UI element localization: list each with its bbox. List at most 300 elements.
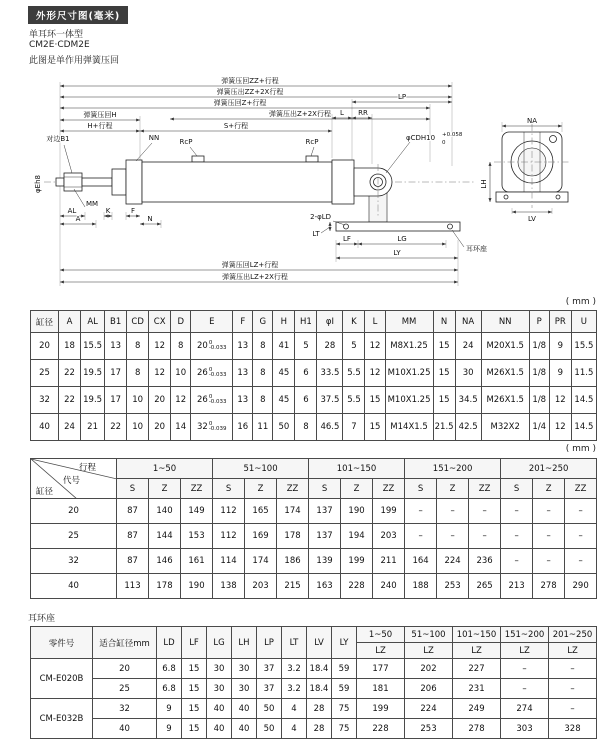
stroke-bore-cell: 20 xyxy=(31,499,117,524)
stroke-bore-cell: 25 xyxy=(31,524,117,549)
dim-cell: 12 xyxy=(365,333,385,360)
dim-cell: 8 xyxy=(253,387,273,414)
stroke-value-cell: 224 xyxy=(437,549,469,574)
stroke-sub-header: S xyxy=(501,479,533,499)
stroke-value-cell: 203 xyxy=(373,524,405,549)
dim-col-header: CX xyxy=(149,311,171,333)
subtitle-type: 单耳环一体型 xyxy=(29,30,84,40)
stroke-group-header: 151~200 xyxy=(405,459,501,479)
bracket-dim-cell: 30 xyxy=(232,659,257,679)
tolerance-upper: 0 xyxy=(208,421,213,427)
dim-label-al: AL xyxy=(67,207,77,215)
bracket-dim-cell: 75 xyxy=(332,699,357,719)
tolerance-stack xyxy=(209,422,227,432)
bracket-part-cell: CM-E032B xyxy=(31,699,93,739)
dim-cell: 6 xyxy=(295,387,317,414)
stroke-value-cell: – xyxy=(533,549,565,574)
bracket-lz-cell: 202 xyxy=(405,659,453,679)
bracket-lz-cell: 278 xyxy=(453,719,501,739)
bracket-dim-cell: 75 xyxy=(332,719,357,739)
dim-cell: 8 xyxy=(253,333,273,360)
dim-cell: M8X1.25 xyxy=(385,333,433,360)
stroke-sub-header: ZZ xyxy=(565,479,597,499)
cd-tolerance-lower: 0 xyxy=(442,140,446,146)
bracket-dim-header: LF xyxy=(182,627,207,659)
bracket-dim-cell: 9 xyxy=(157,719,182,739)
tolerance-value xyxy=(197,395,227,405)
dim-cell: 20 xyxy=(31,333,59,360)
stroke-bore-cell: 32 xyxy=(31,549,117,574)
bracket-dim-cell: 18.4 xyxy=(307,659,332,679)
stroke-value-cell: – xyxy=(501,499,533,524)
dim-cell: 50 xyxy=(273,414,295,441)
tolerance-stack xyxy=(209,395,227,405)
stroke-sub-header: Z xyxy=(533,479,565,499)
dim-cell: 9 xyxy=(549,333,571,360)
stroke-value-cell: 194 xyxy=(341,524,373,549)
bracket-dim-cell: 37 xyxy=(257,659,282,679)
dim-cell: 12 xyxy=(171,387,191,414)
stroke-value-cell: 165 xyxy=(245,499,277,524)
stroke-value-cell: 87 xyxy=(117,499,149,524)
stroke-value-cell: 199 xyxy=(373,499,405,524)
stroke-value-cell: 113 xyxy=(117,574,149,599)
bracket-dim-cell: 50 xyxy=(257,719,282,739)
dim-cell: 17 xyxy=(105,360,127,387)
dim-cell: 16 xyxy=(233,414,253,441)
stroke-value-cell: 137 xyxy=(309,499,341,524)
stroke-value-cell: – xyxy=(565,499,597,524)
bracket-lz-header: LZ xyxy=(549,643,597,659)
bracket-lz-header: LZ xyxy=(453,643,501,659)
dim-cell: 14.5 xyxy=(571,387,596,414)
unit-note-1: ( mm ) xyxy=(565,297,596,307)
bracket-lz-cell: 249 xyxy=(453,699,501,719)
dim-cell: 45 xyxy=(273,387,295,414)
dim-col-header: G xyxy=(253,311,273,333)
bracket-dim-cell: 3.2 xyxy=(282,679,307,699)
dim-table-row xyxy=(31,414,597,441)
dim-col-header: AL xyxy=(81,311,105,333)
bracket-table-row xyxy=(31,719,597,739)
dim-cell: 20 xyxy=(149,387,171,414)
bracket-dim-cell: 15 xyxy=(182,679,207,699)
dim-cell: 13 xyxy=(105,333,127,360)
dim-cell: 1/8 xyxy=(529,333,549,360)
dim-cell: 30 xyxy=(455,360,481,387)
dim-cell xyxy=(191,387,233,414)
stroke-value-cell: 174 xyxy=(245,549,277,574)
bracket-lz-cell: 199 xyxy=(357,699,405,719)
bracket-dim-header: LV xyxy=(307,627,332,659)
tolerance-lower: -0.039 xyxy=(208,426,227,432)
stroke-value-cell: 139 xyxy=(309,549,341,574)
dim-cell: M20X1.5 xyxy=(481,333,529,360)
bracket-dim-cell: 40 xyxy=(207,719,232,739)
stroke-value-cell: 87 xyxy=(117,549,149,574)
tolerance-upper: 0 xyxy=(208,367,213,373)
dim-cell: 8 xyxy=(127,360,149,387)
tolerance-lower: -0.033 xyxy=(208,399,227,405)
stroke-value-cell: 137 xyxy=(309,524,341,549)
bracket-dim-cell: 59 xyxy=(332,659,357,679)
subtitle-note: 此图是单作用弹簧压回 xyxy=(29,56,120,66)
dim-label-z-extend: 弹簧压出Z+2X行程 xyxy=(269,110,331,118)
stroke-value-cell: 114 xyxy=(213,549,245,574)
tolerance-main: 32 xyxy=(196,422,208,432)
bracket-group-header: 101~150 xyxy=(453,627,501,643)
dim-col-header: K xyxy=(343,311,365,333)
dim-label-e-diameter: φEh8 xyxy=(34,175,42,193)
bracket-section-label: 耳环座 xyxy=(28,614,56,624)
dim-cell: 15 xyxy=(365,414,385,441)
bracket-bore-cell: 32 xyxy=(93,699,157,719)
bracket-dim-cell: 9 xyxy=(157,699,182,719)
dim-cell: 19.5 xyxy=(81,360,105,387)
bracket-lz-cell: – xyxy=(501,679,549,699)
stroke-value-cell: 278 xyxy=(533,574,565,599)
dim-table-row xyxy=(31,387,597,414)
dim-cell: 14.5 xyxy=(571,414,596,441)
dim-cell: 37.5 xyxy=(317,387,343,414)
dim-cell xyxy=(191,333,233,360)
dim-col-header: A xyxy=(59,311,81,333)
dim-col-header: φI xyxy=(317,311,343,333)
dim-cell: 15.5 xyxy=(81,333,105,360)
stroke-value-cell: 203 xyxy=(245,574,277,599)
dim-table-row xyxy=(31,333,597,360)
stroke-sub-header: Z xyxy=(245,479,277,499)
stroke-table-row xyxy=(31,499,597,524)
dim-cell: 22 xyxy=(105,414,127,441)
bracket-lz-cell: 328 xyxy=(549,719,597,739)
bracket-dim-header: LP xyxy=(257,627,282,659)
dim-label-rr: RR xyxy=(358,109,368,117)
stroke-value-cell: 144 xyxy=(149,524,181,549)
dim-cell: M32X2 xyxy=(481,414,529,441)
dim-cell: 18 xyxy=(59,333,81,360)
dim-cell: 28 xyxy=(317,333,343,360)
dim-cell: 15 xyxy=(365,387,385,414)
dim-cell: 21 xyxy=(81,414,105,441)
dim-label-f: F xyxy=(130,207,136,215)
dim-cell: 22 xyxy=(59,387,81,414)
dim-cell: 5 xyxy=(295,333,317,360)
dim-cell: 12 xyxy=(149,360,171,387)
dim-label-lp: LP xyxy=(397,93,407,101)
dim-cell: 15.5 xyxy=(571,333,596,360)
dim-cell: 10 xyxy=(127,387,149,414)
dim-cell: 33.5 xyxy=(317,360,343,387)
dim-label-lz-return: 弹簧压回LZ+行程 xyxy=(221,261,279,269)
bracket-bore-cell: 40 xyxy=(93,719,157,739)
stroke-value-cell: – xyxy=(533,499,565,524)
stroke-value-cell: 211 xyxy=(373,549,405,574)
bracket-dim-cell: 59 xyxy=(332,679,357,699)
dim-cell: 46.5 xyxy=(317,414,343,441)
bracket-dim-cell: 4 xyxy=(282,719,307,739)
dim-cell: 5 xyxy=(343,333,365,360)
cylinder-side-view xyxy=(44,156,474,204)
dim-col-header: N xyxy=(433,311,455,333)
dim-cell: 45 xyxy=(273,360,295,387)
dim-cell: 32 xyxy=(31,387,59,414)
stroke-value-cell: – xyxy=(405,524,437,549)
dim-label-lh: LH xyxy=(480,179,488,189)
stroke-group-header: 201~250 xyxy=(501,459,597,479)
stroke-value-cell: – xyxy=(565,524,597,549)
bracket-dim-cell: 28 xyxy=(307,699,332,719)
dim-header-row xyxy=(31,311,597,333)
bracket-lz-header: LZ xyxy=(405,643,453,659)
cd-tolerance-upper: +0.058 xyxy=(442,132,463,138)
bracket-dim-cell: 37 xyxy=(257,679,282,699)
bracket-lz-header: LZ xyxy=(501,643,549,659)
dim-cell: 13 xyxy=(233,333,253,360)
dim-label-h-stroke: H+行程 xyxy=(87,122,113,130)
dim-label-l: L xyxy=(340,109,344,117)
bracket-bore-header: 适合缸径mm xyxy=(93,627,157,659)
bracket-dim-cell: 30 xyxy=(207,679,232,699)
cylinder-end-view xyxy=(494,124,570,208)
stroke-value-cell: 228 xyxy=(341,574,373,599)
bracket-dim-header: LD xyxy=(157,627,182,659)
dim-cell: 41 xyxy=(273,333,295,360)
dim-cell: M26X1.5 xyxy=(481,360,529,387)
dim-cell: 22 xyxy=(59,360,81,387)
dim-col-header: CD xyxy=(127,311,149,333)
bracket-bore-cell: 20 xyxy=(93,659,157,679)
tolerance-lower: -0.033 xyxy=(208,372,227,378)
stroke-value-cell: – xyxy=(437,524,469,549)
bracket-header-row-1 xyxy=(31,627,597,643)
bracket-dim-cell: 40 xyxy=(232,719,257,739)
bracket-part-cell: CM-E020B xyxy=(31,659,93,699)
dim-cell xyxy=(191,414,233,441)
bracket-lz-cell: – xyxy=(549,679,597,699)
tolerance-stack xyxy=(209,368,227,378)
dim-cell: 1/8 xyxy=(529,387,549,414)
clevis-and-bracket xyxy=(336,164,460,231)
dim-label-lg: LG xyxy=(397,235,407,243)
unit-note-2: ( mm ) xyxy=(565,444,596,454)
dim-col-header: L xyxy=(365,311,385,333)
stroke-value-cell: 215 xyxy=(277,574,309,599)
dim-label-zz-extend: 弹簧压出ZZ+2X行程 xyxy=(216,88,284,96)
stroke-table xyxy=(30,458,597,599)
stroke-value-cell: 112 xyxy=(213,499,245,524)
bracket-lz-cell: 206 xyxy=(405,679,453,699)
stroke-value-cell: 149 xyxy=(181,499,213,524)
stroke-value-cell: 253 xyxy=(437,574,469,599)
dim-label-k: K xyxy=(105,207,111,215)
dim-col-header: PR xyxy=(549,311,571,333)
stroke-value-cell: – xyxy=(501,524,533,549)
dim-col-header: P xyxy=(529,311,549,333)
dim-col-header: H xyxy=(273,311,295,333)
stroke-sub-header: S xyxy=(213,479,245,499)
bracket-dim-header: LY xyxy=(332,627,357,659)
dim-label-n: N xyxy=(147,215,153,223)
dim-label-b1-flats: 对边B1 xyxy=(46,135,70,143)
stroke-value-cell: 265 xyxy=(469,574,501,599)
stroke-group-header: 1~50 xyxy=(117,459,213,479)
bracket-dim-cell: 30 xyxy=(207,659,232,679)
dim-cell: 12 xyxy=(549,414,571,441)
dim-cell: 12 xyxy=(365,360,385,387)
bracket-dim-cell: 15 xyxy=(182,659,207,679)
stroke-value-cell: – xyxy=(565,549,597,574)
bracket-group-header: 201~250 xyxy=(549,627,597,643)
stroke-value-cell: 199 xyxy=(341,549,373,574)
tolerance-stack xyxy=(209,341,227,351)
bracket-dim-cell: 6.8 xyxy=(157,679,182,699)
stroke-value-cell: 240 xyxy=(373,574,405,599)
stroke-value-cell: 178 xyxy=(149,574,181,599)
dim-col-header: D xyxy=(171,311,191,333)
dim-label-ly: LY xyxy=(393,249,401,257)
stroke-value-cell: 153 xyxy=(181,524,213,549)
tolerance-value xyxy=(197,422,227,432)
tolerance-lower: -0.033 xyxy=(208,345,227,351)
dim-col-header: 缸径 xyxy=(31,311,59,333)
stroke-value-cell: – xyxy=(469,524,501,549)
bracket-dim-header: LH xyxy=(232,627,257,659)
stroke-bore-cell: 40 xyxy=(31,574,117,599)
dim-cell: 5.5 xyxy=(343,360,365,387)
stroke-value-cell: – xyxy=(405,499,437,524)
bracket-group-header: 1~50 xyxy=(357,627,405,643)
dim-cell xyxy=(191,360,233,387)
stroke-value-cell: 138 xyxy=(213,574,245,599)
stroke-group-header: 51~100 xyxy=(213,459,309,479)
dim-label-a: A xyxy=(75,215,81,223)
stroke-value-cell: 140 xyxy=(149,499,181,524)
dim-col-header: E xyxy=(191,311,233,333)
stroke-group-header: 101~150 xyxy=(309,459,405,479)
bracket-dim-cell: 15 xyxy=(182,699,207,719)
dim-label-ld-holes: 2-φLD xyxy=(310,213,331,221)
dim-label-cd-hole: φCDH10 xyxy=(406,134,436,142)
bracket-lz-cell: 224 xyxy=(405,699,453,719)
bracket-group-header: 151~200 xyxy=(501,627,549,643)
dim-col-header: F xyxy=(233,311,253,333)
bracket-group-header: 51~100 xyxy=(405,627,453,643)
tolerance-main: 26 xyxy=(196,395,208,405)
dim-cell: 6 xyxy=(295,360,317,387)
dim-cell: 13 xyxy=(233,387,253,414)
stroke-sub-header: S xyxy=(117,479,149,499)
bracket-lz-cell: 177 xyxy=(357,659,405,679)
bracket-dim-cell: 28 xyxy=(307,719,332,739)
dim-cell: 8 xyxy=(253,360,273,387)
stroke-sub-header: Z xyxy=(341,479,373,499)
stroke-sub-header: ZZ xyxy=(373,479,405,499)
dim-cell: 19.5 xyxy=(81,387,105,414)
stroke-value-cell: – xyxy=(533,524,565,549)
dim-cell: 13 xyxy=(233,360,253,387)
stroke-value-cell: 87 xyxy=(117,524,149,549)
port-label-rcp-rod: RcP xyxy=(179,138,193,146)
bracket-bore-cell: 25 xyxy=(93,679,157,699)
stroke-sub-header: S xyxy=(405,479,437,499)
bracket-lz-cell: – xyxy=(549,699,597,719)
dim-cell: 10 xyxy=(171,360,191,387)
dim-cell: 20 xyxy=(149,414,171,441)
stroke-sub-header: ZZ xyxy=(277,479,309,499)
dim-table-row xyxy=(31,360,597,387)
bracket-lz-cell: 227 xyxy=(453,659,501,679)
tolerance-upper: 0 xyxy=(208,394,213,400)
tolerance-main: 20 xyxy=(196,341,208,351)
dim-cell: M14X1.5 xyxy=(385,414,433,441)
dim-cell: 25 xyxy=(31,360,59,387)
bracket-dim-cell: 50 xyxy=(257,699,282,719)
bracket-table-row xyxy=(31,679,597,699)
dim-cell: 40 xyxy=(31,414,59,441)
dim-cell: 12 xyxy=(549,387,571,414)
dim-cell: M26X1.5 xyxy=(481,387,529,414)
dim-label-lz-extend: 弹簧压出LZ+2X行程 xyxy=(222,273,288,281)
bracket-table-row xyxy=(31,699,597,719)
dim-label-zz-return: 弹簧压回ZZ+行程 xyxy=(221,77,279,85)
dim-cell: 24 xyxy=(59,414,81,441)
dim-label-lf: LF xyxy=(343,235,351,243)
stroke-value-cell: 112 xyxy=(213,524,245,549)
stroke-value-cell: 174 xyxy=(277,499,309,524)
tolerance-value xyxy=(197,341,227,351)
stroke-value-cell: – xyxy=(501,549,533,574)
bracket-dim-cell: 18.4 xyxy=(307,679,332,699)
stroke-value-cell: 146 xyxy=(149,549,181,574)
dim-cell: 14 xyxy=(171,414,191,441)
bracket-dim-header: LG xyxy=(207,627,232,659)
dim-cell: 21.5 xyxy=(433,414,455,441)
bracket-lz-cell: 231 xyxy=(453,679,501,699)
dim-label-nn: NN xyxy=(148,134,160,142)
dim-cell: 12 xyxy=(149,333,171,360)
stroke-sub-header: ZZ xyxy=(469,479,501,499)
dim-col-header: U xyxy=(571,311,596,333)
bracket-dim-cell: 30 xyxy=(232,679,257,699)
stroke-value-cell: 188 xyxy=(405,574,437,599)
dim-label-na: NA xyxy=(526,117,538,125)
stroke-value-cell: 178 xyxy=(277,524,309,549)
dim-cell: 1/4 xyxy=(529,414,549,441)
stroke-value-cell: 163 xyxy=(309,574,341,599)
dim-label-z-return: 弹簧压回Z+行程 xyxy=(213,99,267,107)
tolerance-value xyxy=(197,368,227,378)
stroke-value-cell: 169 xyxy=(245,524,277,549)
bracket-lz-cell: 303 xyxy=(501,719,549,739)
stroke-sub-header: S xyxy=(309,479,341,499)
stroke-value-cell: 213 xyxy=(501,574,533,599)
stroke-value-cell: 236 xyxy=(469,549,501,574)
dim-col-header: B1 xyxy=(105,311,127,333)
dim-col-header: H1 xyxy=(295,311,317,333)
bracket-dim-cell: 6.8 xyxy=(157,659,182,679)
dim-cell: M10X1.25 xyxy=(385,360,433,387)
bracket-dim-cell: 15 xyxy=(182,719,207,739)
dim-cell: 8 xyxy=(295,414,317,441)
dim-label-mm: MM xyxy=(85,200,99,208)
stroke-value-cell: 190 xyxy=(181,574,213,599)
dim-cell: 7 xyxy=(343,414,365,441)
dim-col-header: NN xyxy=(481,311,529,333)
bracket-lz-cell: 228 xyxy=(357,719,405,739)
dim-cell: M10X1.25 xyxy=(385,387,433,414)
dim-cell: 8 xyxy=(171,333,191,360)
